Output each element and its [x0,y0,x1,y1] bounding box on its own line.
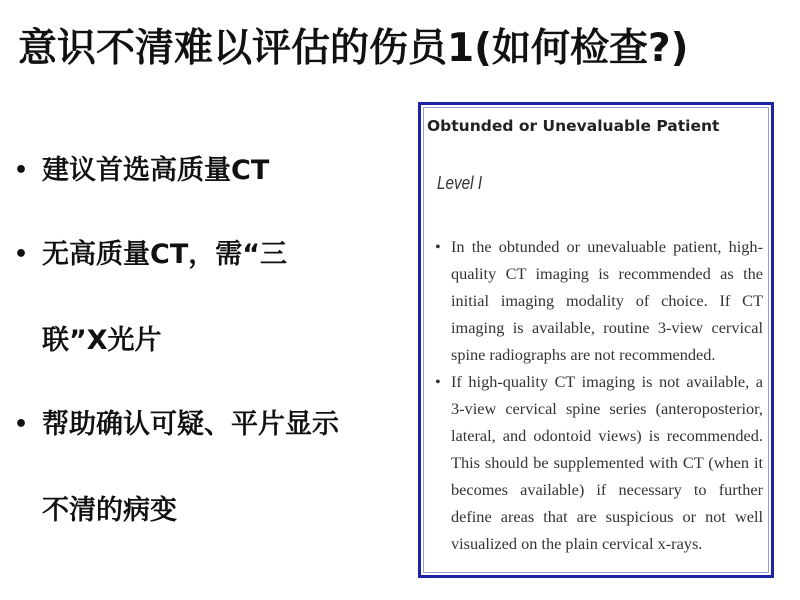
excerpt-heading: Obtunded or Unevaluable Patient [427,117,720,135]
excerpt-item-ct [433,233,763,368]
excerpt-item-xray [433,368,763,557]
bullet-list [10,128,410,554]
excerpt-bullet-marker: • [435,237,441,256]
bullet-marker: • [14,242,29,267]
slide-title: 意识不清难以评估的伤员1(如何检查?) [18,26,689,71]
bullet-item-ct [10,128,410,214]
bullet-item-confirm [10,382,410,554]
bullet-text: 帮助确认可疑、平片显示 不清的病变 [42,409,339,526]
bullet-marker: • [14,158,29,183]
bullet-text: 建议首选高质量CT [42,155,270,186]
excerpt-level: Level I [437,173,483,193]
excerpt-list [433,233,763,557]
excerpt-item-text: In the obtunded or unevaluable patient, high-quality CT imaging is recommended as the initial imaging modality of choice. If CT imaging is available, routine 3-view cervical spine radiographs are not recommended. [451,237,763,364]
excerpt-item-text: If high-quality CT imaging is not available, a 3-view cervical spine series (anteroposterior, lateral, and odontoid views) is recommended. This should be supplemented with CT (when it becomes available) if necessary to further define areas that are suspicious or not well visualized on the plain cervical x-rays. [451,372,763,553]
bullet-text: 无高质量CT，需“三 联”X光片 [42,239,287,356]
bullet-item-xray [10,212,410,384]
guideline-excerpt-box [418,102,774,578]
excerpt-bullet-marker: • [435,372,441,391]
bullet-marker: • [14,412,29,437]
